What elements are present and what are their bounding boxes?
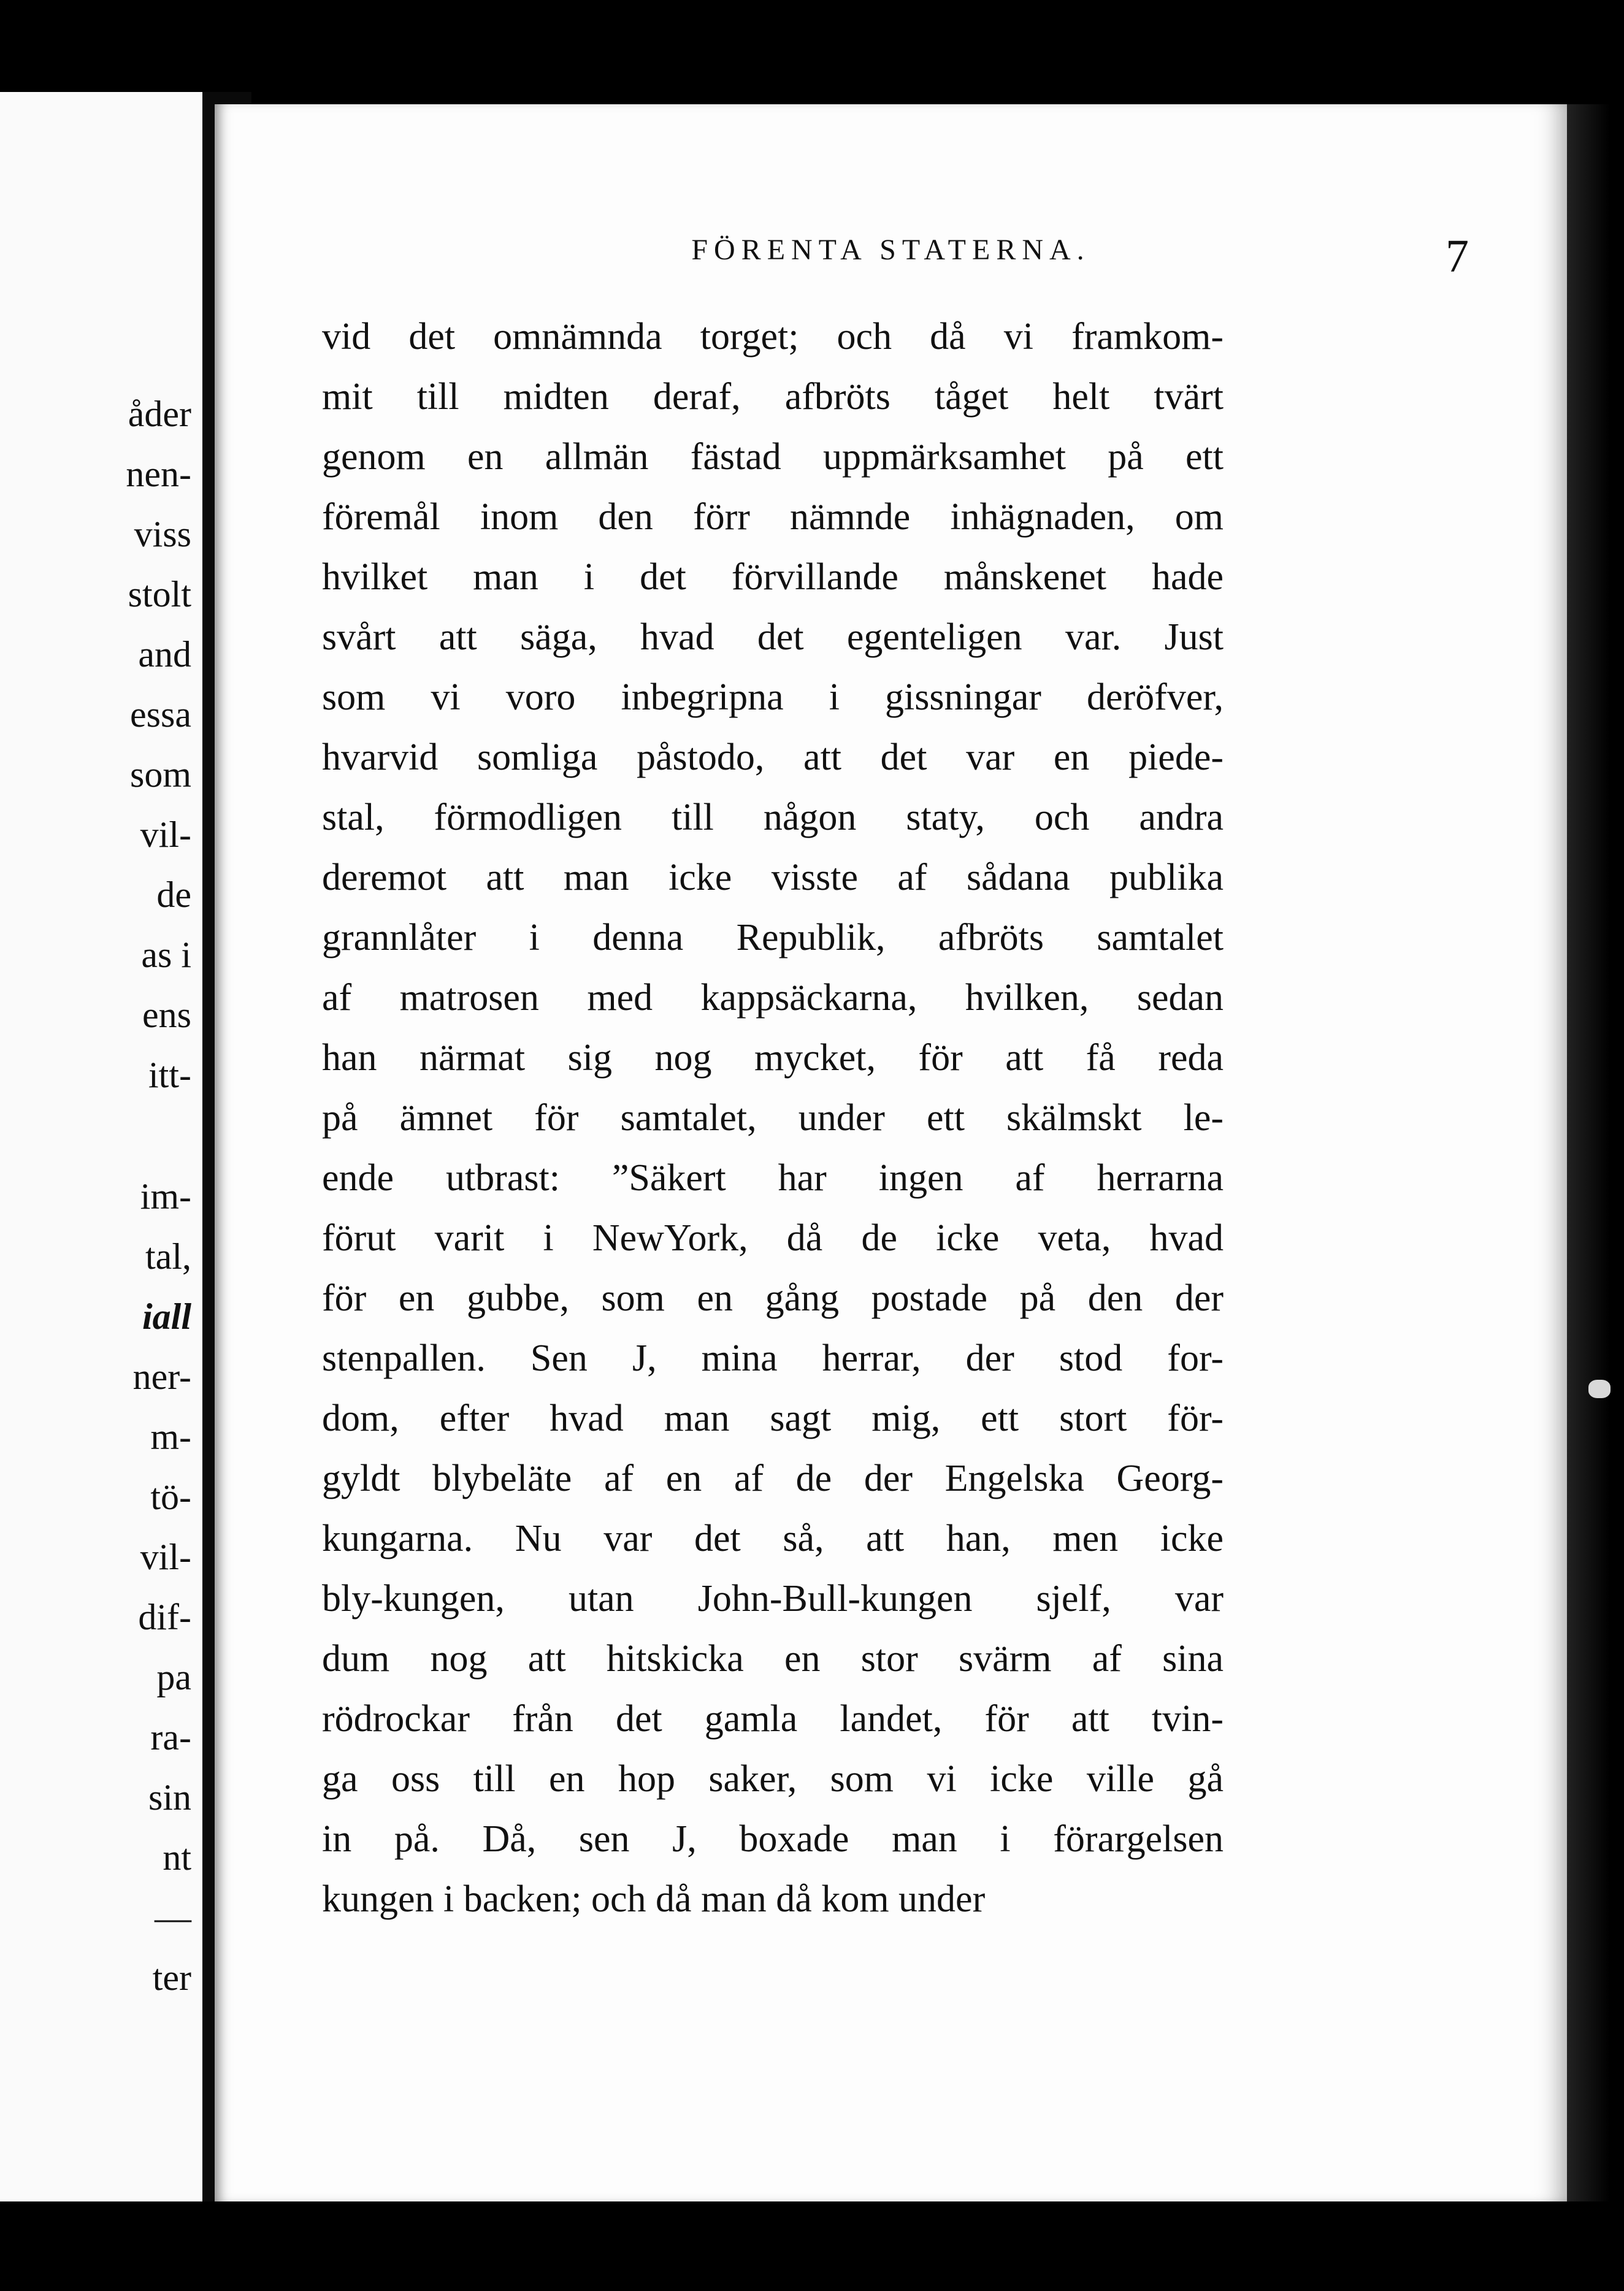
left-page-fragment: ter	[152, 1957, 191, 1998]
text-line: gyldt blybeläte af en af de der Engelska Georg-	[322, 1458, 1224, 1499]
left-page-fragment: ner-	[132, 1356, 191, 1397]
text-line: föremål inom den förr nämnde inhägnaden, om	[322, 496, 1224, 538]
left-page-fragment: tö-	[150, 1477, 191, 1517]
left-page-fragment: nt	[163, 1837, 191, 1878]
left-page-fragment: nen-	[126, 454, 191, 494]
text-line: mit till midten deraf, afbröts tåget helt tvärt	[322, 376, 1224, 418]
text-line: vid det omnämnda torget; och då vi framkom-	[322, 316, 1224, 358]
left-page-fragment: viss	[134, 514, 191, 554]
text-line: kungarna. Nu var det så, att han, men icke	[322, 1518, 1224, 1559]
left-page-fragment: dif-	[138, 1597, 191, 1637]
text-line: hvarvid somliga påstodo, att det var en piede-	[322, 736, 1224, 778]
left-page-fragment: im-	[140, 1176, 191, 1217]
left-page-fragment: stolt	[128, 574, 191, 614]
text-line: ga oss till en hop saker, som vi icke ville gå	[322, 1758, 1224, 1800]
text-line: hvilket man i det förvillande månskenet hade	[322, 556, 1224, 598]
left-page-fragment: iall	[142, 1296, 191, 1337]
paper-speck	[1588, 1380, 1611, 1398]
text-line: stal, förmodligen till någon staty, och andra	[322, 797, 1224, 838]
text-line: deremot att man icke visste af sådana publika	[322, 857, 1224, 898]
left-page-fragment: m-	[150, 1417, 191, 1457]
text-line: han närmat sig nog mycket, för att få reda	[322, 1037, 1224, 1079]
text-line: som vi voro inbegripna i gissningar deröfver,	[322, 676, 1224, 718]
left-page-fragment: vil-	[140, 814, 191, 855]
text-line: dum nog att hitskicka en stor svärm af sina	[322, 1638, 1224, 1680]
left-page-fragment: åder	[128, 394, 191, 434]
left-page-fragment: de	[156, 874, 191, 915]
text-line: af matrosen med kappsäckarna, hvilken, sedan	[322, 977, 1224, 1019]
left-page-fragment: as i	[141, 935, 191, 975]
page-number: 7	[1446, 231, 1469, 282]
left-page-fragment: sin	[148, 1777, 191, 1818]
text-line: dom, efter hvad man sagt mig, ett stort för-	[322, 1398, 1224, 1439]
text-line: på ämnet för samtalet, under ett skälmskt le-	[322, 1097, 1224, 1139]
left-page-fragment: vil-	[140, 1537, 191, 1577]
body-text	[322, 307, 1224, 1929]
left-page-fragment: som	[129, 754, 191, 795]
left-page-fragment: ra-	[150, 1717, 191, 1757]
text-line: bly-kungen, utan John-Bull-kungen sjelf, var	[322, 1578, 1224, 1620]
text-line: grannlåter i denna Republik, afbröts samtalet	[322, 917, 1224, 958]
text-line: genom en allmän fästad uppmärksamhet på ett	[322, 436, 1224, 478]
text-line: in på. Då, sen J, boxade man i förargelsen	[322, 1818, 1224, 1860]
left-page-fragment: ens	[142, 995, 191, 1035]
text-line: rödrockar från det gamla landet, för att tvin-	[322, 1698, 1224, 1740]
left-page-fragment: tal,	[145, 1236, 191, 1277]
page-edge-shadow	[1567, 104, 1610, 2201]
left-page-fragment: pa	[156, 1657, 191, 1697]
left-page-fragment: essa	[130, 694, 191, 735]
left-page-edge	[0, 92, 202, 2201]
text-line: kungen i backen; och då man då kom under	[322, 1878, 986, 1920]
text-line: stenpallen. Sen J, mina herrar, der stod for-	[322, 1337, 1224, 1379]
text-line: svårt att säga, hvad det egenteligen var. Just	[322, 616, 1224, 658]
left-page-fragment: and	[138, 634, 191, 675]
text-line: förut varit i NewYork, då de icke veta, hvad	[322, 1217, 1224, 1259]
running-head: FÖRENTA STATERNA.	[691, 234, 1090, 266]
left-page-fragment: itt-	[148, 1055, 191, 1095]
left-page-fragment: —	[155, 1897, 191, 1938]
text-line: för en gubbe, som en gång postade på den der	[322, 1277, 1224, 1319]
text-line: ende utbrast: ”Säkert har ingen af herrarna	[322, 1157, 1224, 1199]
right-page	[215, 104, 1567, 2201]
